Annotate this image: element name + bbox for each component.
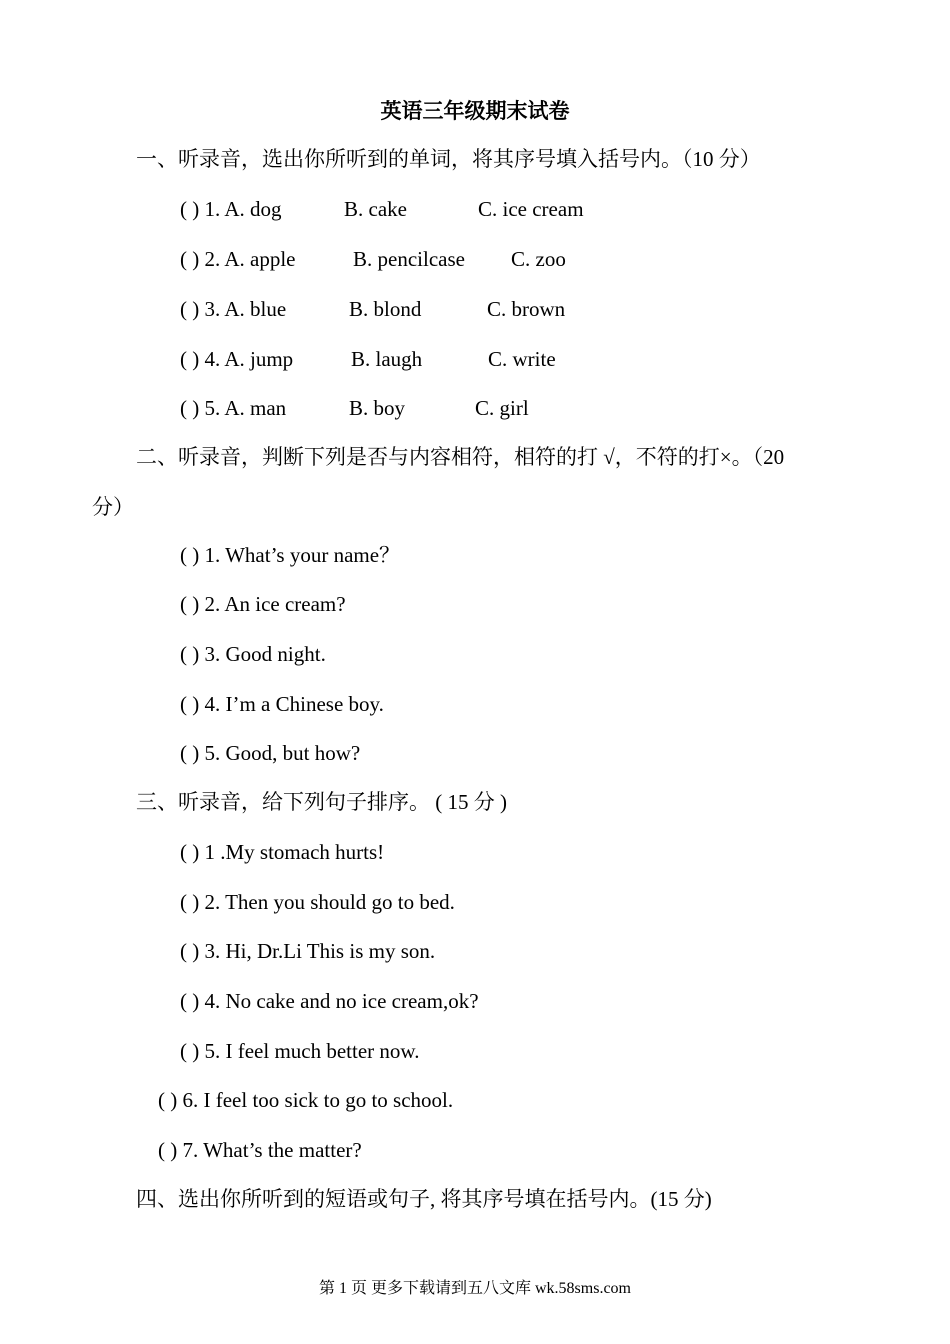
option-b: B. cake bbox=[344, 197, 407, 221]
s1-question-3 bbox=[180, 296, 566, 322]
section-3-heading: 三、听录音，给下列句子排序。 ( 15 分 ) bbox=[136, 790, 507, 814]
s3-sentence-5: ( ) 5. I feel much better now. bbox=[180, 1039, 420, 1063]
s1-question-4 bbox=[180, 346, 556, 372]
option-c: C. brown bbox=[487, 297, 566, 321]
question-stem: ( ) 2. A. apple bbox=[180, 247, 296, 271]
s2-question-2: ( ) 2. An ice cream? bbox=[180, 592, 346, 616]
section-4-heading: 四、选出你所听到的短语或句子, 将其序号填在括号内。(15 分) bbox=[136, 1187, 712, 1211]
s3-sentence-2: ( ) 2. Then you should go to bed. bbox=[180, 890, 455, 914]
s2-question-3: ( ) 3. Good night. bbox=[180, 642, 326, 666]
option-c: C. ice cream bbox=[478, 197, 584, 221]
section-1-heading: 一、听录音，选出你所听到的单词，将其序号填入括号内。（10 分） bbox=[136, 147, 761, 171]
section-2-heading-cont: 分） bbox=[92, 495, 134, 519]
s2-question-5: ( ) 5. Good, but how? bbox=[180, 741, 361, 765]
s1-question-5 bbox=[180, 395, 529, 421]
question-stem: ( ) 3. A. blue bbox=[180, 297, 287, 321]
option-c: C. zoo bbox=[511, 247, 566, 271]
option-b: B. laugh bbox=[351, 347, 423, 371]
s3-sentence-6: ( ) 6. I feel too sick to go to school. bbox=[158, 1088, 454, 1112]
page-footer: 第 1 页 更多下载请到五八文库 wk.58sms.com bbox=[318, 1280, 631, 1297]
question-stem: ( ) 5. A. man bbox=[180, 396, 287, 420]
option-b: B. blond bbox=[349, 297, 422, 321]
s3-sentence-1: ( ) 1 .My stomach hurts! bbox=[180, 840, 385, 864]
s1-question-1 bbox=[180, 196, 584, 222]
option-c: C. girl bbox=[475, 396, 529, 420]
exam-title: 英语三年级期末试卷 bbox=[380, 99, 570, 123]
s3-sentence-7: ( ) 7. What’s the matter? bbox=[158, 1138, 362, 1162]
option-b: B. boy bbox=[349, 396, 406, 420]
option-b: B. pencilcase bbox=[353, 247, 465, 271]
question-stem: ( ) 1. A. dog bbox=[180, 197, 282, 221]
s3-sentence-4: ( ) 4. No cake and no ice cream,ok? bbox=[180, 989, 479, 1013]
option-c: C. write bbox=[488, 347, 556, 371]
s2-question-1: ( ) 1. What’s your name？ bbox=[180, 543, 401, 567]
s3-sentence-3: ( ) 3. Hi, Dr.Li This is my son. bbox=[180, 939, 436, 963]
question-stem: ( ) 4. A. jump bbox=[180, 347, 294, 371]
section-2-heading: 二、听录音，判断下列是否与内容相符，相符的打 √，不符的打×。（20 bbox=[136, 445, 785, 469]
s1-question-2 bbox=[180, 246, 566, 272]
s2-question-4: ( ) 4. I’m a Chinese boy. bbox=[180, 692, 384, 716]
